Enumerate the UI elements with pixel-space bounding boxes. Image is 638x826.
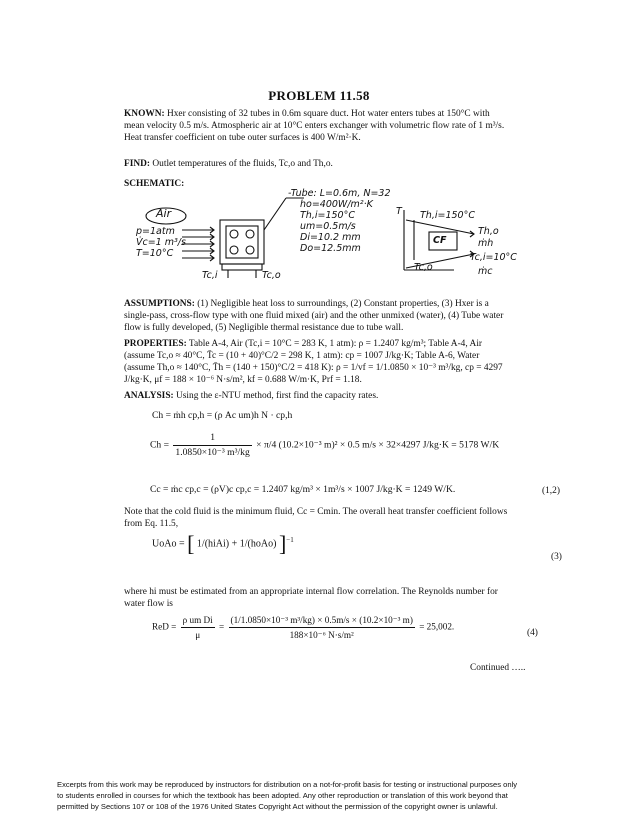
problem-title: PROBLEM 11.58 bbox=[268, 88, 370, 103]
ch-lhs: Ch = bbox=[150, 439, 170, 451]
properties-section bbox=[124, 338, 599, 386]
note-line-2: from Eq. 11.5, bbox=[124, 519, 179, 529]
re-numerator-numeric: (1/1.0850×10⁻³ m³/kg) × 0.5m/s × (10.2×10⁻³ m) bbox=[229, 614, 415, 628]
uoao-exponent: −1 bbox=[286, 535, 294, 544]
continued-text: Continued ….. bbox=[470, 663, 526, 673]
uoao-lhs: UoAo = bbox=[152, 538, 185, 550]
plot-tho: Th,o bbox=[478, 226, 499, 237]
assumptions-line-3: flow is fully developed, (5) Negligible thermal resistance due to tube wall. bbox=[124, 323, 404, 333]
re-lhs: ReD = bbox=[152, 621, 177, 632]
air-props bbox=[136, 226, 186, 259]
equation-number-4: (4) bbox=[527, 628, 538, 638]
tci-label: Tc,i bbox=[202, 270, 218, 281]
properties-line-2: (assume Tc,o ≈ 40°C, T̄c = (10 + 40)°C/2 = 298 K, 1 atm): cp = 1007 J/kg·K; Table A-6, Water bbox=[124, 351, 480, 361]
note-line-1: Note that the cold fluid is the minimum fluid, Cc = Cmin. The overall heat transfer coefficient follows bbox=[124, 507, 508, 517]
assumptions-label: ASSUMPTIONS: bbox=[124, 299, 195, 309]
footer-line-1: Excerpts from this work may be reproduced by instructors for distribution on a not-for-profit basis for testing or instructional purposes only bbox=[57, 780, 518, 789]
tube-prop-1: -Tube: L=0.6m, N=32 bbox=[288, 188, 391, 199]
properties-label: PROPERTIES: bbox=[124, 339, 187, 349]
re-denominator-symbolic: μ bbox=[195, 630, 201, 640]
where-line-1: where hi must be estimated from an appropriate internal flow correlation. The Reynolds number for bbox=[124, 587, 498, 597]
properties-line-4: J/kg·K, μf = 188 × 10⁻⁶ N·s/m², kf = 0.688 W/m·K, Prf = 1.18. bbox=[124, 375, 362, 385]
analysis-intro bbox=[124, 390, 594, 402]
assumptions-line-1: (1) Negligible heat loss to surroundings, (2) Constant properties, (3) Hxer is a bbox=[197, 299, 489, 309]
air-prop-temperature: T=10°C bbox=[136, 248, 174, 259]
tube-prop-3: Th,i=150°C bbox=[300, 210, 355, 221]
known-line-1: Hxer consisting of 32 tubes in 0.6m square duct. Hot water enters tubes at 150°C with bbox=[166, 109, 490, 119]
tube-prop-5: Di=10.2 mm bbox=[300, 232, 361, 243]
tco-label: Tc,o bbox=[262, 270, 281, 281]
plot-tci: Tc,i=10°C bbox=[470, 252, 517, 263]
where-paragraph bbox=[124, 586, 594, 610]
plot-thi: Th,i=150°C bbox=[420, 210, 475, 221]
tube-prop-6: Do=12.5mm bbox=[300, 243, 361, 254]
schematic-label: SCHEMATIC: bbox=[124, 179, 185, 189]
copyright-footer bbox=[57, 779, 597, 812]
find-section bbox=[124, 158, 584, 170]
equation-number-1-2: (1,2) bbox=[542, 486, 560, 496]
ch-rest: × π/4 (10.2×10⁻³ m)² × 0.5 m/s × 32×4297 J/kg·K = 5178 W/K bbox=[256, 439, 500, 451]
re-denominator-numeric: 188×10⁻⁶ N·s/m² bbox=[289, 630, 354, 640]
tube-props bbox=[288, 188, 391, 254]
re-fraction-symbolic bbox=[181, 614, 215, 641]
assumptions-section bbox=[124, 298, 594, 334]
re-fraction-numeric bbox=[229, 614, 415, 641]
equation-cc: Cc = ṁc cp,c = (ρV)c cp,c = 1.2407 kg/m³ × 1m³/s × 1007 J/kg·K = 1249 W/K. bbox=[150, 484, 456, 495]
where-line-2: water flow is bbox=[124, 599, 173, 609]
analysis-label: ANALYSIS: bbox=[124, 391, 174, 401]
known-label: KNOWN: bbox=[124, 109, 165, 119]
note-paragraph bbox=[124, 506, 594, 530]
footer-line-3: permitted by Sections 107 or 108 of the 1976 United States Copyright Act without the permission of the copyright owner is unlawful. bbox=[57, 802, 498, 811]
find-label: FIND: bbox=[124, 159, 151, 169]
equation-reynolds: ReD = $\frac{\text{ρ um Di}}{\mu}$ = $\frac{\text{(1/1.0850×10⁻³ m³/kg) × 0.5m/s × (10.2×10⁻³ m)}}{\text{188×10⁻⁶ N·s/m²}}$ = 25,002. bbox=[152, 615, 455, 640]
tube-prop-2: ho=400W/m²·K bbox=[300, 199, 373, 210]
known-line-3: Heat transfer coefficient on tube outer surfaces is 400 W/m²·K. bbox=[124, 133, 361, 143]
cf-label: CF bbox=[433, 235, 447, 246]
ch-denominator: 1.0850×10⁻³ m³/kg bbox=[175, 447, 250, 458]
analysis-intro-text: Using the ε-NTU method, first find the capacity rates. bbox=[176, 391, 379, 401]
plot-mh: ṁh bbox=[478, 238, 494, 249]
plot-axis-t: T bbox=[396, 206, 402, 217]
air-prop-pressure: p=1atm bbox=[136, 226, 175, 237]
equation-number-3: (3) bbox=[551, 552, 562, 562]
equation-uoao: UoAo = [ 1/(hiAi) + 1/(hoAo) ]$^{-1}$ bbox=[152, 531, 294, 556]
ch-fraction bbox=[173, 432, 251, 459]
air-label: Air bbox=[156, 207, 172, 220]
tube-prop-4: um=0.5m/s bbox=[300, 221, 356, 232]
ch-numerator: 1 bbox=[173, 432, 251, 446]
footer-line-2: to students enrolled in courses for which the textbook has been adopted. Any other reproduction or translation of this work beyond that bbox=[57, 791, 508, 800]
properties-line-3: (assume Th,o ≈ 140°C, T̄h = (140 + 150)°C/2 = 418 K): ρ = 1/vf = 1/1.0850 × 10⁻³ m³/kg, cp = 4297 bbox=[124, 363, 503, 373]
find-text: Outlet temperatures of the fluids, Tc,o and Th,o. bbox=[152, 159, 333, 169]
uoao-term-1: 1/(hiAi) bbox=[196, 538, 230, 550]
re-result: = 25,002. bbox=[419, 621, 455, 632]
equation-ch-numeric bbox=[150, 432, 499, 459]
re-numerator-symbolic: ρ um Di bbox=[181, 614, 215, 628]
assumptions-line-2: single-pass, cross-flow type with one fluid mixed (air) and the other unmixed (water), (4) Tube water bbox=[124, 311, 504, 321]
duct-body bbox=[220, 220, 264, 264]
known-section bbox=[124, 108, 584, 144]
plot-tco: Tc,o bbox=[414, 262, 433, 273]
known-line-2: mean velocity 0.5 m/s. Atmospheric air at 10°C enters exchanger with volumetric flow rate of 1 m³/s. bbox=[124, 121, 505, 131]
uoao-term-2: 1/(hoAo) bbox=[239, 538, 277, 550]
plot-mc: ṁc bbox=[478, 266, 493, 277]
air-prop-flow: V̇c=1 m³/s bbox=[136, 237, 186, 248]
properties-line-1: Table A-4, Air (Tc,i = 10°C = 283 K, 1 atm): ρ = 1.2407 kg/m³; Table A-4, Air bbox=[188, 339, 483, 349]
equation-ch-definition: Ch = ṁh cp,h = (ρ Ac um)h N · cp,h bbox=[152, 410, 293, 421]
